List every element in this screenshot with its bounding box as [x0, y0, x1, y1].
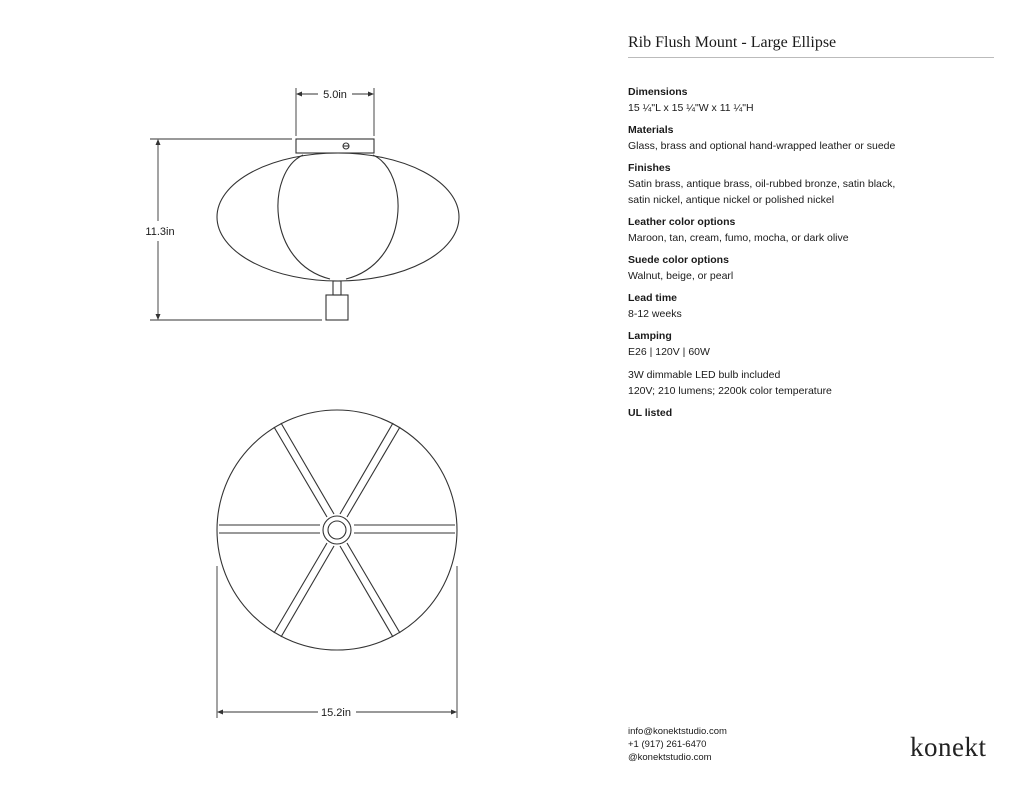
spec-value: 8-12 weeks: [628, 308, 682, 320]
plan-rib: [347, 543, 400, 633]
contact-block: [628, 725, 727, 764]
plan-rib: [274, 427, 327, 517]
plan-hub-inner: [328, 521, 346, 539]
dimension-lines: [150, 88, 457, 718]
spec-suede: [628, 253, 998, 284]
dimension-arrows: [156, 92, 458, 715]
spec-value: Satin brass, antique brass, oil-rubbed bronze, satin black,: [628, 178, 896, 190]
spec-label: Leather color options: [628, 216, 736, 228]
contact-email[interactable]: info@konektstudio.com: [628, 726, 727, 737]
dim-diameter-label: 15.2in: [321, 707, 351, 719]
spec-lamping: [628, 329, 998, 360]
spec-leather: [628, 215, 998, 246]
side-elevation: [217, 139, 459, 320]
spec-materials: [628, 123, 998, 154]
spec-value: 120V; 210 lumens; 2200k color temperature: [628, 385, 832, 397]
finial-stem: [333, 281, 341, 295]
dim-height-label: 11.3in: [145, 226, 175, 238]
plan-rib: [340, 546, 393, 637]
spec-led: [628, 367, 998, 399]
shade-rib-right: [346, 155, 398, 279]
spec-value: 15 ¼"L x 15 ¼"W x 11 ¼"H: [628, 102, 754, 114]
finial: [326, 295, 348, 320]
spec-label: Materials: [628, 124, 674, 136]
shade-plan-outline: [217, 410, 457, 650]
spec-label: Dimensions: [628, 86, 688, 98]
contact-handle[interactable]: @konektstudio.com: [628, 752, 712, 763]
plan-rib: [347, 427, 400, 517]
spec-finishes: [628, 161, 998, 208]
plan-rib: [281, 546, 334, 637]
spec-lead-time: [628, 291, 998, 322]
spec-value: E26 | 120V | 60W: [628, 346, 710, 358]
spec-value: 3W dimmable LED bulb included: [628, 369, 781, 381]
shade-outline: [217, 153, 459, 281]
spec-label: Lamping: [628, 330, 672, 342]
canopy: [296, 139, 374, 153]
spec-label: UL listed: [628, 407, 673, 419]
product-title: Rib Flush Mount - Large Ellipse: [628, 34, 837, 51]
shade-rib-left: [278, 155, 330, 279]
spec-label: Finishes: [628, 162, 671, 174]
plan-rib: [281, 423, 334, 514]
plan-view: [217, 410, 457, 650]
spec-label: Suede color options: [628, 254, 729, 266]
title-divider: [628, 57, 994, 58]
plan-rib: [274, 543, 327, 633]
spec-value: Glass, brass and optional hand-wrapped leather or suede: [628, 140, 896, 152]
spec-label: Lead time: [628, 292, 678, 304]
dim-canopy-width-label: 5.0in: [323, 89, 347, 101]
plan-hub-outer: [323, 516, 351, 544]
contact-phone[interactable]: +1 (917) 261-6470: [628, 739, 707, 750]
spec-value: satin nickel, antique nickel or polished nickel: [628, 194, 835, 206]
spec-value: Maroon, tan, cream, fumo, mocha, or dark olive: [628, 232, 849, 244]
spec-value: Walnut, beige, or pearl: [628, 270, 734, 282]
spec-dimensions: [628, 85, 998, 116]
spec-list: [628, 85, 998, 428]
brand-logo: konekt: [910, 732, 987, 762]
spec-ul: [628, 406, 998, 421]
plan-rib: [340, 423, 393, 514]
